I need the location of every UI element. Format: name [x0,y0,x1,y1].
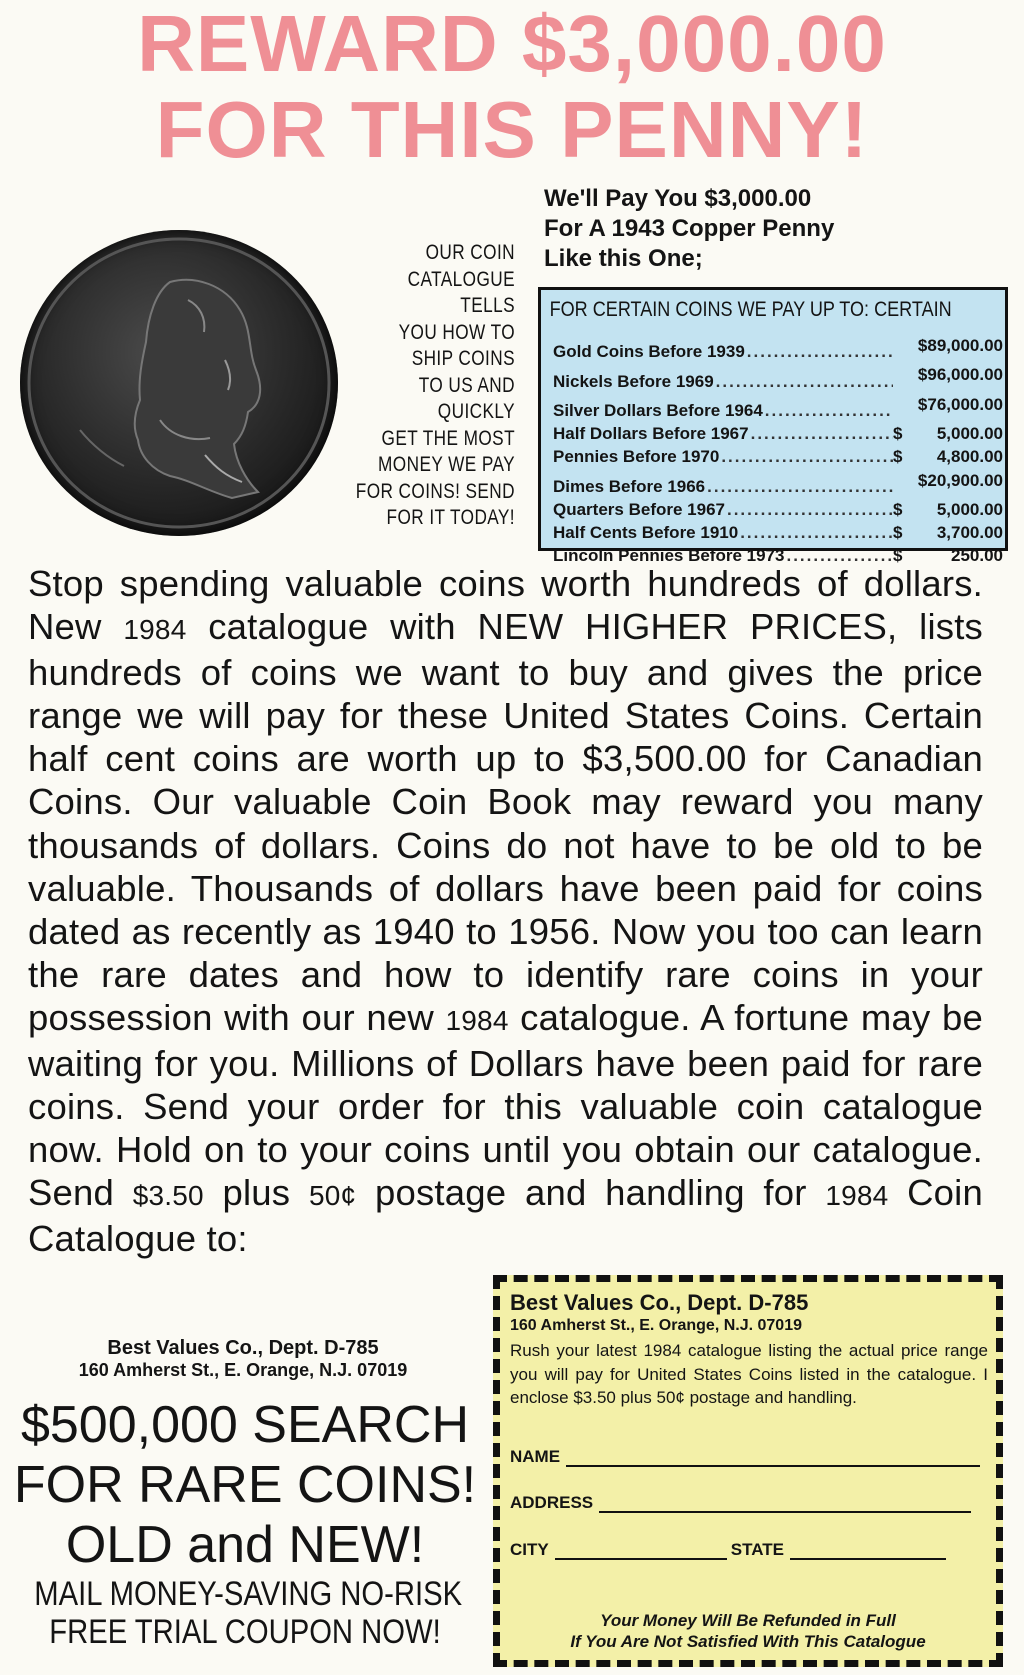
caption-line: FOR COINS! SEND [355,479,515,503]
price-amount [893,393,1003,416]
amount-value: 3,700.00 [936,523,1003,543]
catalogue-year: 1984 [825,1180,889,1212]
price-row [553,521,1003,544]
body-segment: Coin Catalogue to: [28,1172,983,1260]
leader-dots [719,445,893,468]
street-address: 160 Amherst St., E. Orange, N.J. 07019 [78,1360,408,1380]
coin-type: Nickels Before 1969 [553,371,714,391]
caption-line: MONEY WE PAY [378,453,515,476]
search-promo [0,1395,490,1651]
price-amount [893,445,1003,468]
price-row [553,363,1003,392]
leader-dots [714,370,893,393]
postage-price: 50¢ [308,1180,357,1212]
caption-line: OUR COIN [425,241,515,264]
catalogue-year: 1984 [123,614,187,646]
company-name: Best Values Co., Dept. D-785 [510,1290,809,1315]
address-label: ADDRESS [510,1493,594,1512]
body-segment: plus [203,1172,309,1214]
caption-line: CATALOGUE TELLS [407,267,515,317]
leader-dots [725,498,893,521]
currency-symbol: $ [893,424,903,444]
mailing-address [28,1337,458,1381]
coin-type: Quarters Before 1967 [553,500,725,520]
catalogue-year: 1984 [445,1004,509,1036]
body-segment: Stop spending valuable coins worth hundreds of dollars. New [28,563,983,648]
caption-line: TO US AND [418,373,515,397]
offer-line: Like this One; [544,245,703,272]
guarantee-line: If You Are Not Satisfied With This Catalogue [570,1632,926,1651]
coin-type: Lincoln Pennies Before 1973 [553,546,785,566]
price-row [553,469,1003,498]
promo-line: OLD and NEW! [65,1516,425,1574]
order-coupon[interactable] [493,1275,1003,1667]
leader-dots [749,422,893,445]
price-row [553,445,1003,468]
city-state-field[interactable] [510,1540,946,1560]
caption-line: SHIP COINS [411,347,515,370]
name-label: NAME [510,1447,561,1466]
caption-line: YOU HOW TO [398,320,515,344]
refund-guarantee [500,1610,996,1652]
city-label: CITY [510,1540,549,1559]
catalogue-price: $3.50 [132,1180,204,1212]
promo-line: FREE TRIAL COUPON NOW! [49,1613,441,1651]
price-row [553,393,1003,422]
body-copy [28,562,983,1261]
order-text: Rush your latest 1984 catalogue listing the actual price range you will pay for United States Coins listed in the catalogue. I enclose $3.50 plus 50¢ postage and handling. [510,1341,988,1407]
leader-dots [738,521,893,544]
currency-symbol: $ [893,500,903,520]
state-label: STATE [730,1540,784,1559]
amount-value: 250.00 [951,546,1003,566]
headline-penny: FOR THIS PENNY! [155,85,869,174]
address-line[interactable] [599,1493,971,1513]
lincoln-penny-coin-icon [20,230,338,536]
caption-line: FOR IT TODAY! [386,506,515,529]
price-row [553,498,1003,521]
guarantee-line: Your Money Will Be Refunded in Full [600,1611,896,1630]
offer-text [544,184,944,274]
amount-value: $20,900.00 [917,470,1003,490]
amount-value: $76,000.00 [917,394,1003,414]
company-name: Best Values Co., Dept. D-785 [107,1337,379,1359]
body-segment: postage and handling for [356,1172,826,1214]
leader-dots [745,340,893,363]
street-address: 160 Amherst St., E. Orange, N.J. 07019 [510,1317,802,1334]
price-rows [553,334,1003,568]
promo-line: $500,000 SEARCH [20,1396,470,1454]
price-table [538,287,1008,566]
offer-line: We'll Pay You $3,000.00 [544,185,812,212]
promo-line: MAIL MONEY-SAVING NO-RISK [34,1575,463,1613]
amount-value: 4,800.00 [936,447,1003,467]
coin-type: Gold Coins Before 1939 [553,342,745,362]
currency-symbol: $ [893,447,903,467]
amount-value: 5,000.00 [936,424,1003,444]
price-table-heading: FOR CERTAIN COINS WE PAY UP TO: CERTAIN [549,298,952,321]
amount-value: 5,000.00 [936,500,1003,520]
body-segment: catalogue. A fortune may be waiting for you. Millions of Dollars have been paid for rare coins. Send your order for this valuable coin catalogue now. Hold on to your coins until you obtain our catalogue. Send [28,996,984,1214]
address-field[interactable] [510,1493,971,1513]
coin-type: Dimes Before 1966 [553,476,706,496]
currency-symbol: $ [893,546,903,566]
price-amount [893,334,1003,357]
headline-reward: REWARD $3,000.00 [137,0,887,88]
name-line[interactable] [566,1447,980,1467]
currency-symbol: $ [893,523,903,543]
coin-caption [353,240,515,532]
price-amount [893,422,1003,445]
body-segment: catalogue with NEW HIGHER PRICES, lists hundreds of coins we want to buy and gives the price range we will pay for these United States Coins. Certain half cent coins are worth up to $3,500.00 for Canadian Coins. Our valuable Coin Book may reward you many thousands of dollars. Coins do not have to be old to be valuable. Thousands of dollars have been paid for coins dated as recently as 1940 to 1956. Now you too can learn the rare dates and how to identify rare coins in your possession with our new [28,606,983,1038]
caption-line: GET THE MOST [381,426,515,450]
coupon-header [510,1290,988,1410]
coin-type: Silver Dollars Before 1964 [553,401,763,421]
price-row [553,334,1003,363]
offer-line: For A 1943 Copper Penny [544,215,835,242]
coin-type: Half Cents Before 1910 [553,523,739,543]
price-amount [893,521,1003,544]
price-amount [893,469,1003,492]
state-line[interactable] [790,1540,946,1560]
name-field[interactable] [510,1447,980,1467]
amount-value: $89,000.00 [917,336,1003,355]
coin-type: Half Dollars Before 1967 [553,424,749,444]
caption-line: QUICKLY [437,400,515,423]
leader-dots [763,399,893,422]
leader-dots [705,475,893,498]
price-row [553,422,1003,445]
coin-type: Pennies Before 1970 [553,447,720,467]
price-amount [893,363,1003,386]
city-line[interactable] [555,1540,727,1560]
promo-line: FOR RARE COINS! [13,1456,477,1514]
price-amount [893,498,1003,521]
amount-value: $96,000.00 [917,365,1003,385]
